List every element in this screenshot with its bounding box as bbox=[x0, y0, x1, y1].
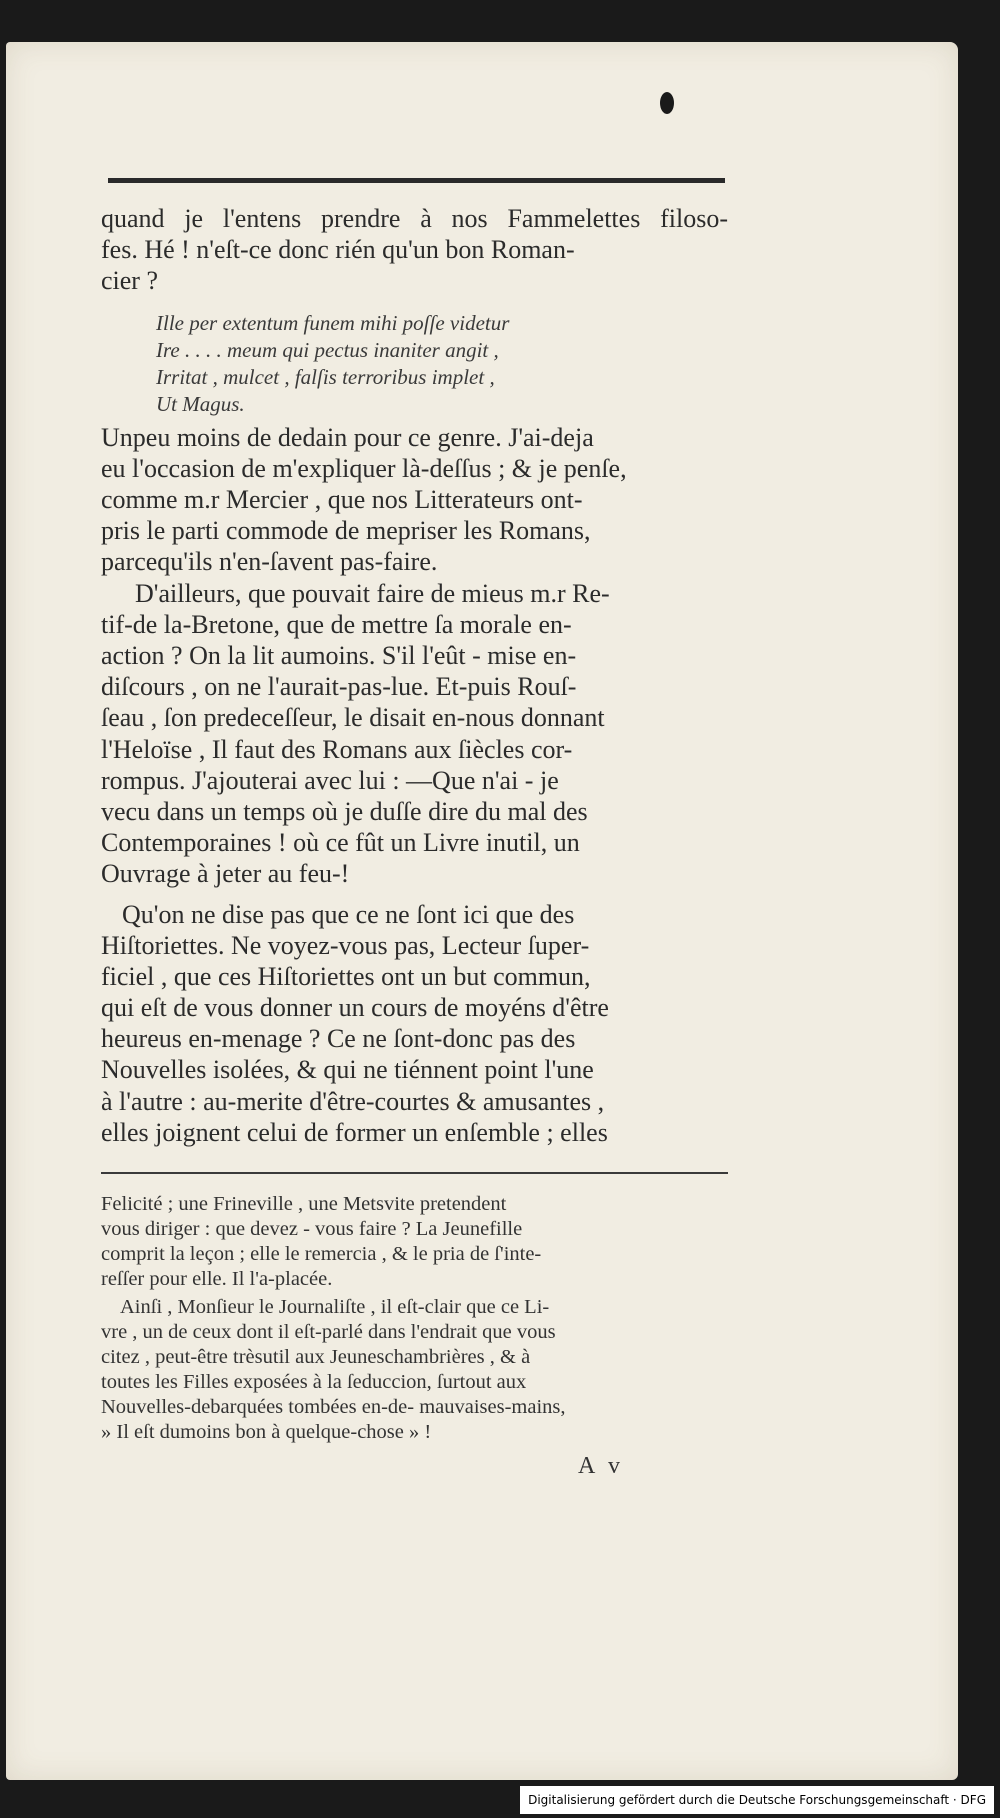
body-line: eu l'occasion de m'expliquer là-deſſus ; & je penſe, bbox=[101, 454, 627, 483]
body-line: Nouvelles isolées, & qui ne tiénnent point l'une bbox=[101, 1055, 594, 1084]
body-line: l'Heloïse , Il faut des Romans aux ſiècles cor- bbox=[101, 735, 573, 764]
body-line: vecu dans un temps où je duſſe dire du mal des bbox=[101, 797, 588, 826]
body-line: elles joignent celui de former un enſemble ; elles bbox=[101, 1118, 608, 1147]
body-line: rompus. J'ajouterai avec lui : —Que n'ai - je bbox=[101, 766, 559, 795]
footnote-line: citez , peut-être trèsutil aux Jeuneschambrières , & à bbox=[101, 1346, 531, 1368]
body-line: à l'autre : au-merite d'être-courtes & amusantes , bbox=[101, 1087, 605, 1116]
verse-line: Irritat , mulcet , falſis terroribus implet , bbox=[156, 365, 495, 389]
body-line: Unpeu moins de dedain pour ce genre. J'ai-deja bbox=[101, 423, 594, 452]
body-line: quand je l'entens prendre à nos Fammelettes filoso- bbox=[101, 204, 728, 233]
footnote-line: Ainſi , Monſieur le Journaliſte , il eſt-clair que ce Li- bbox=[120, 1296, 550, 1318]
body-line: ſeau , ſon predeceſſeur, le disait en-nous donnant bbox=[101, 703, 605, 732]
body-line: Contemporaines ! où ce fût un Livre inutil, un bbox=[101, 828, 580, 857]
body-line: pris le parti commode de mepriser les Romans, bbox=[101, 516, 591, 545]
footnote-line: Nouvelles-debarquées tombées en-de- mauvaises-mains, bbox=[101, 1396, 566, 1418]
body-line: fes. Hé ! n'eſt-ce donc rién qu'un bon Roman- bbox=[101, 235, 575, 264]
footnote-line: vre , un de ceux dont il eſt-parlé dans l'endrait que vous bbox=[101, 1321, 556, 1343]
body-line: diſcours , on ne l'aurait-pas-lue. Et-puis Rouſ- bbox=[101, 672, 577, 701]
body-line: ficiel , que ces Hiſtoriettes ont un but commun, bbox=[101, 962, 591, 991]
footnote-line: toutes les Filles exposées à la ſeduccion, ſurtout aux bbox=[101, 1371, 527, 1393]
footnote-line: vous diriger : que devez - vous faire ? La Jeunefille bbox=[101, 1218, 523, 1240]
body-line: Hiſtoriettes. Ne voyez-vous pas, Lecteur ſuper- bbox=[101, 931, 590, 960]
body-line: tif-de la-Bretone, que de mettre ſa morale en- bbox=[101, 610, 572, 639]
footnote-line: Felicité ; une Frineville , une Metsvite pretendent bbox=[101, 1193, 507, 1215]
body-line: qui eſt de vous donner un cours de moyéns d'être bbox=[101, 993, 609, 1022]
verse-line: Ut Magus. bbox=[156, 392, 245, 416]
footnote-rule bbox=[101, 1172, 728, 1174]
ink-blot bbox=[660, 92, 674, 114]
header-rule bbox=[108, 178, 725, 183]
body-line: Qu'on ne dise pas que ce ne ſont ici que des bbox=[122, 900, 575, 929]
body-line: cier ? bbox=[101, 266, 159, 295]
body-line: D'ailleurs, que pouvait faire de mieus m.r Re- bbox=[135, 579, 610, 608]
verse-line: Ire . . . . meum qui pectus inaniter angit , bbox=[156, 338, 499, 362]
footnote-line: comprit la leçon ; elle le remercia , & le pria de ſ'inte- bbox=[101, 1243, 542, 1265]
body-line: action ? On la lit aumoins. S'il l'eût - mise en- bbox=[101, 641, 577, 670]
body-line: comme m.r Mercier , que nos Litterateurs ont- bbox=[101, 485, 583, 514]
body-line: parcequ'ils n'en-ſavent pas-faire. bbox=[101, 547, 438, 576]
body-line: Ouvrage à jeter au feu-! bbox=[101, 859, 350, 888]
footnote-line: » Il eſt dumoins bon à quelque-chose » ! bbox=[101, 1421, 432, 1443]
body-line: heureus en-menage ? Ce ne ſont-donc pas des bbox=[101, 1024, 576, 1053]
footnote-line: reſſer pour elle. Il l'a-placée. bbox=[101, 1268, 333, 1290]
signature-mark: A v bbox=[578, 1453, 625, 1479]
digitization-credit: Digitalisierung gefördert durch die Deutsche Forschungsgemeinschaft · DFG bbox=[520, 1786, 994, 1814]
verse-line: Ille per extentum funem mihi poſſe videtur bbox=[156, 311, 510, 335]
